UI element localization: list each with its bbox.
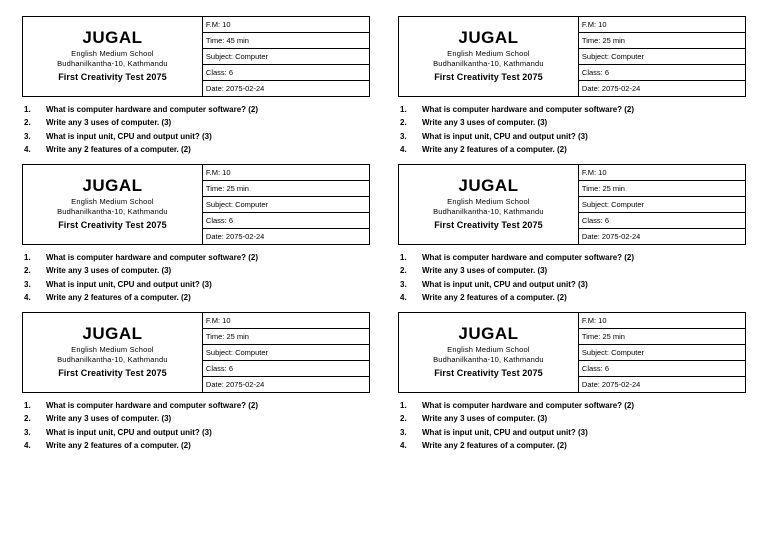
school-address: Budhanilkantha-10, Kathmandu <box>433 355 544 365</box>
question-number: 2. <box>24 118 31 128</box>
question-text: What is computer hardware and computer software? (2) <box>422 401 635 410</box>
exam-title: First Creativity Test 2075 <box>58 72 167 83</box>
exam-meta-row: Class: 6 <box>203 213 369 229</box>
question-item <box>400 144 746 156</box>
question-text: What is input unit, CPU and output unit? (3) <box>422 131 588 141</box>
school-address: Budhanilkantha-10, Kathmandu <box>433 59 544 69</box>
exam-slip <box>14 306 378 454</box>
question-number: 3. <box>400 279 407 289</box>
question-item <box>400 279 746 291</box>
exam-title: First Creativity Test 2075 <box>434 72 543 83</box>
question-number: 4. <box>400 293 407 303</box>
question-item <box>400 104 746 116</box>
question-item <box>400 131 746 143</box>
school-subtitle: English Medium School <box>71 49 154 59</box>
exam-meta-row: Subject: Computer <box>203 49 369 65</box>
exam-meta-row: F.M: 10 <box>579 17 745 33</box>
school-block <box>23 17 203 96</box>
school-name: JUGAL <box>82 175 143 195</box>
school-name: JUGAL <box>82 27 143 47</box>
question-item <box>24 292 370 304</box>
question-number: 3. <box>400 427 407 437</box>
question-item <box>400 440 746 452</box>
question-text: Write any 3 uses of computer. (3) <box>422 266 548 276</box>
question-text: What is input unit, CPU and output unit? (3) <box>46 427 212 437</box>
slip-header <box>398 312 746 393</box>
question-text: What is input unit, CPU and output unit? (3) <box>46 131 212 141</box>
question-number: 4. <box>24 293 31 303</box>
exam-meta-row: Time: 25 min <box>579 181 745 197</box>
exam-meta-table <box>579 313 745 392</box>
exam-title: First Creativity Test 2075 <box>58 368 167 379</box>
school-address: Budhanilkantha-10, Kathmandu <box>57 59 168 69</box>
question-number: 2. <box>24 414 31 424</box>
exam-meta-row: Class: 6 <box>579 361 745 377</box>
exam-slip <box>390 306 754 454</box>
exam-meta-row: Subject: Computer <box>203 197 369 213</box>
exam-title: First Creativity Test 2075 <box>58 220 167 231</box>
question-item <box>400 265 746 277</box>
exam-meta-row: Class: 6 <box>203 65 369 81</box>
question-number: 1. <box>24 105 31 114</box>
exam-slip <box>390 158 754 306</box>
exam-meta-row: Class: 6 <box>579 213 745 229</box>
slip-header <box>22 16 370 97</box>
question-text: Write any 2 features of a computer. (2) <box>422 293 567 303</box>
exam-meta-row: F.M: 10 <box>579 313 745 329</box>
exam-slip <box>14 10 378 158</box>
question-item <box>400 413 746 425</box>
school-subtitle: English Medium School <box>71 197 154 207</box>
question-item <box>24 144 370 156</box>
school-address: Budhanilkantha-10, Kathmandu <box>57 207 168 217</box>
exam-meta-row: Time: 25 min <box>579 33 745 49</box>
school-name: JUGAL <box>458 27 519 47</box>
exam-slip <box>14 158 378 306</box>
question-item <box>24 252 370 264</box>
school-subtitle: English Medium School <box>447 49 530 59</box>
question-text: Write any 3 uses of computer. (3) <box>46 414 172 424</box>
question-number: 4. <box>400 145 407 155</box>
question-text: What is computer hardware and computer software? (2) <box>422 105 635 114</box>
question-number: 2. <box>400 118 407 128</box>
slip-header <box>398 16 746 97</box>
slip-header <box>398 164 746 245</box>
question-item <box>400 292 746 304</box>
question-item <box>400 252 746 264</box>
question-item <box>24 117 370 129</box>
question-text: What is input unit, CPU and output unit? (3) <box>422 427 588 437</box>
question-text: What is computer hardware and computer software? (2) <box>46 401 259 410</box>
question-text: Write any 2 features of a computer. (2) <box>46 441 191 451</box>
exam-meta-table <box>579 17 745 96</box>
question-number: 2. <box>24 266 31 276</box>
question-list <box>398 104 746 157</box>
question-item <box>24 413 370 425</box>
exam-meta-row: Subject: Computer <box>579 197 745 213</box>
question-text: Write any 3 uses of computer. (3) <box>422 118 548 128</box>
exam-meta-row: F.M: 10 <box>579 165 745 181</box>
question-item <box>400 400 746 412</box>
school-block <box>399 165 579 244</box>
school-name: JUGAL <box>458 175 519 195</box>
question-item <box>24 427 370 439</box>
exam-meta-row: Date: 2075-02-24 <box>205 232 265 241</box>
question-item <box>24 400 370 412</box>
question-text: What is computer hardware and computer software? (2) <box>46 105 259 114</box>
exam-meta-row: Time: 25 min <box>203 329 369 345</box>
exam-meta-row: Date: 2075-02-24 <box>205 84 265 93</box>
school-subtitle: English Medium School <box>447 197 530 207</box>
exam-meta-row: F.M: 10 <box>203 313 369 329</box>
school-block <box>23 165 203 244</box>
exam-title: First Creativity Test 2075 <box>434 368 543 379</box>
question-number: 1. <box>400 253 407 262</box>
question-number: 1. <box>400 401 407 410</box>
question-item <box>24 279 370 291</box>
exam-meta-row: Date: 2075-02-24 <box>581 232 641 241</box>
exam-slip <box>390 10 754 158</box>
question-item <box>400 117 746 129</box>
exam-title: First Creativity Test 2075 <box>434 220 543 231</box>
question-item <box>24 440 370 452</box>
slip-header <box>22 312 370 393</box>
exam-meta-row: F.M: 10 <box>203 17 369 33</box>
question-item <box>24 131 370 143</box>
school-address: Budhanilkantha-10, Kathmandu <box>433 207 544 217</box>
question-number: 4. <box>24 145 31 155</box>
question-text: What is input unit, CPU and output unit? (3) <box>46 279 212 289</box>
question-number: 4. <box>24 441 31 451</box>
question-text: What is computer hardware and computer software? (2) <box>46 253 259 262</box>
question-item <box>24 265 370 277</box>
school-address: Budhanilkantha-10, Kathmandu <box>57 355 168 365</box>
exam-meta-table <box>203 165 369 244</box>
exam-meta-row: Subject: Computer <box>203 345 369 361</box>
school-block <box>23 313 203 392</box>
exam-meta-row: Time: 25 min <box>203 181 369 197</box>
question-list <box>22 104 370 157</box>
question-text: Write any 3 uses of computer. (3) <box>422 414 548 424</box>
exam-meta-row: Class: 6 <box>203 361 369 377</box>
question-number: 1. <box>24 253 31 262</box>
question-text: What is computer hardware and computer software? (2) <box>422 253 635 262</box>
question-number: 4. <box>400 441 407 451</box>
exam-meta-row: Time: 45 min <box>203 33 369 49</box>
school-subtitle: English Medium School <box>447 345 530 355</box>
exam-meta-row: Time: 25 min <box>579 329 745 345</box>
exam-meta-row: Date: 2075-02-24 <box>581 380 641 389</box>
question-number: 1. <box>24 401 31 410</box>
question-list <box>22 400 370 453</box>
exam-meta-table <box>203 17 369 96</box>
question-number: 3. <box>24 279 31 289</box>
question-list <box>398 400 746 453</box>
question-text: What is input unit, CPU and output unit? (3) <box>422 279 588 289</box>
school-subtitle: English Medium School <box>71 345 154 355</box>
exam-meta-row: Class: 6 <box>579 65 745 81</box>
slip-header <box>22 164 370 245</box>
school-block <box>399 313 579 392</box>
question-text: Write any 3 uses of computer. (3) <box>46 118 172 128</box>
question-number: 3. <box>24 131 31 141</box>
exam-meta-row: Date: 2075-02-24 <box>205 380 265 389</box>
question-item <box>24 104 370 116</box>
question-number: 2. <box>400 266 407 276</box>
question-text: Write any 2 features of a computer. (2) <box>46 145 191 155</box>
question-text: Write any 2 features of a computer. (2) <box>422 441 567 451</box>
question-number: 2. <box>400 414 407 424</box>
school-block <box>399 17 579 96</box>
exam-meta-row: Subject: Computer <box>579 345 745 361</box>
exam-meta-row: Subject: Computer <box>579 49 745 65</box>
question-list <box>398 252 746 305</box>
question-number: 3. <box>24 427 31 437</box>
question-text: Write any 2 features of a computer. (2) <box>46 293 191 303</box>
question-number: 1. <box>400 105 407 114</box>
exam-meta-row: Date: 2075-02-24 <box>581 84 641 93</box>
exam-meta-table <box>203 313 369 392</box>
question-item <box>400 427 746 439</box>
question-list <box>22 252 370 305</box>
school-name: JUGAL <box>458 323 519 343</box>
question-text: Write any 2 features of a computer. (2) <box>422 145 567 155</box>
exam-meta-table <box>579 165 745 244</box>
school-name: JUGAL <box>82 323 143 343</box>
question-number: 3. <box>400 131 407 141</box>
question-text: Write any 3 uses of computer. (3) <box>46 266 172 276</box>
exam-meta-row: F.M: 10 <box>203 165 369 181</box>
